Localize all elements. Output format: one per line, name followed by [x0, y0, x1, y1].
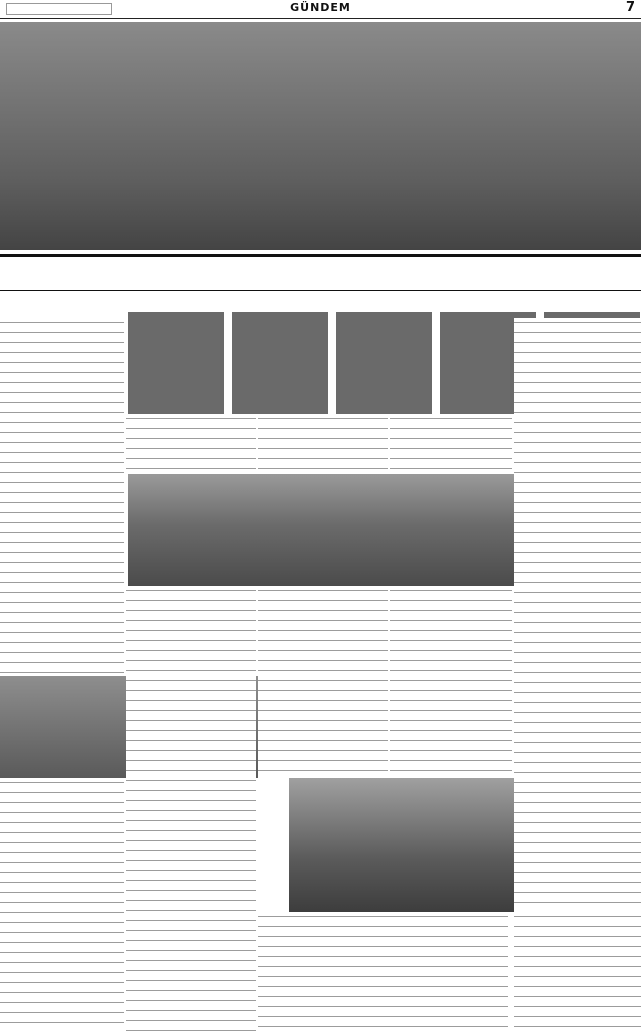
- text-column: [390, 414, 512, 474]
- text-column: [126, 586, 256, 1031]
- column-lines: [0, 318, 124, 676]
- lead-rule: [0, 290, 641, 291]
- headline-rule: [0, 254, 641, 257]
- column-lines: [258, 912, 508, 1031]
- text-column: [258, 586, 388, 778]
- ceremony-photo: [0, 22, 641, 250]
- section-name: GÜNDEM: [290, 1, 351, 14]
- masthead: [0, 0, 641, 19]
- column-lines: [390, 414, 512, 474]
- text-column: [258, 414, 388, 474]
- column-lines: [390, 586, 512, 778]
- column-lines: [258, 586, 388, 778]
- text-column: [0, 778, 124, 1031]
- text-column: [126, 414, 256, 474]
- column-lines: [126, 586, 256, 1031]
- column-lines: [258, 414, 388, 474]
- text-column: [0, 318, 124, 676]
- text-column: [514, 912, 641, 1031]
- column-lines: [514, 912, 641, 1031]
- column-lines: [126, 414, 256, 474]
- column-lines: [0, 778, 124, 1031]
- page-number: 7: [625, 0, 635, 15]
- text-column: [390, 586, 512, 778]
- text-column: [258, 912, 508, 1031]
